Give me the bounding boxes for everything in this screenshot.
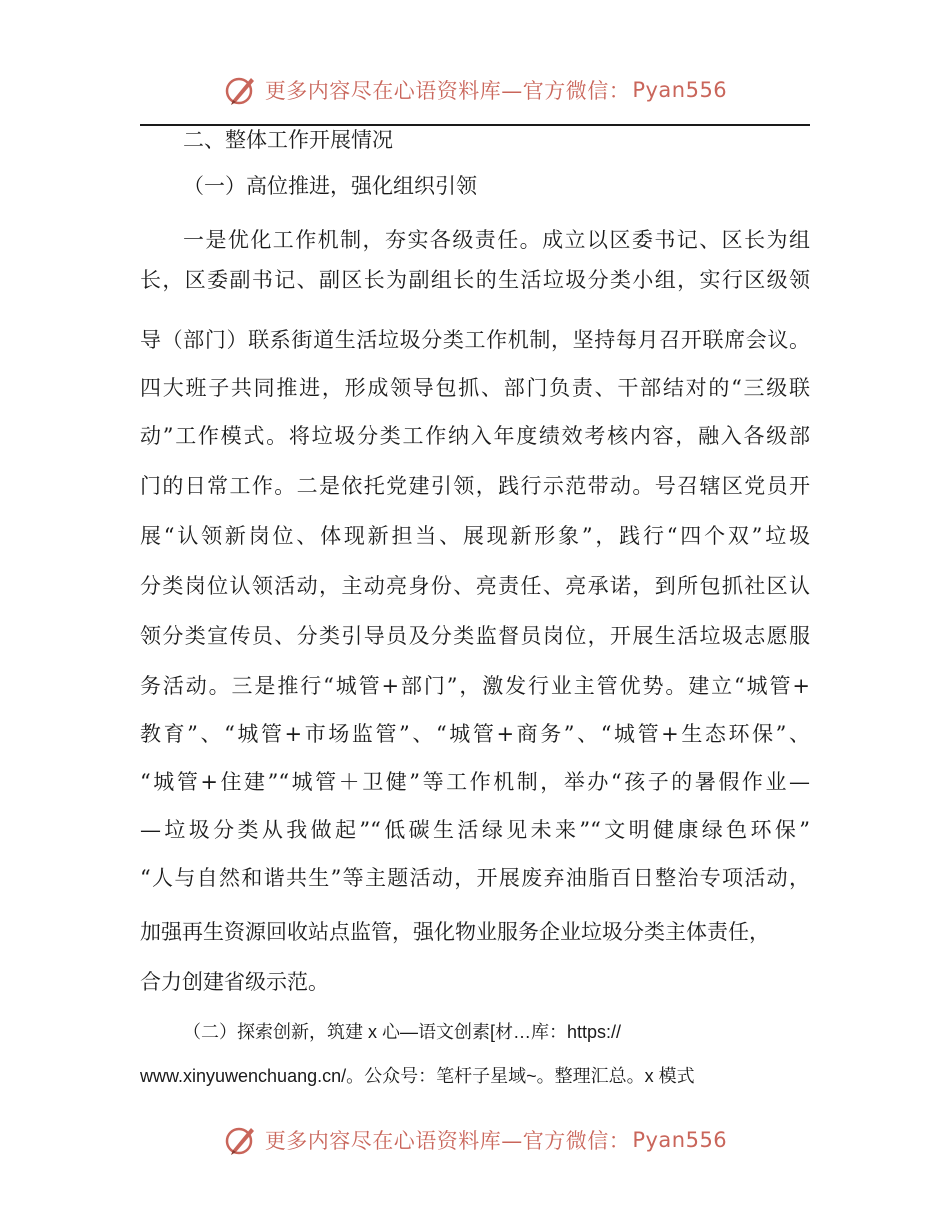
- body-line: “城管+住建”“城管＋卫健”等工作机制，举办“孩子的暑假作业—: [140, 770, 810, 794]
- body-line: 一是优化工作机制，夯实各级责任。成立以区委书记、区长为组: [183, 228, 810, 252]
- body-line: 教育”、“城管+市场监管”、“城管+商务”、“城管+生态环保”、: [140, 722, 810, 746]
- watermark-text: 更多内容尽在心语资料库—官方微信：: [264, 79, 631, 103]
- body-line: “人与自然和谐共生”等主题活动，开展废弃油脂百日整治专项活动，: [140, 866, 810, 890]
- body-line: 四大班子共同推进，形成领导包抓、部门负责、干部结对的“三级联: [140, 376, 810, 400]
- pen-quill-logo-icon: [223, 72, 259, 108]
- body-line: 长，区委副书记、副区长为副组长的生活垃圾分类小组，实行区级领: [140, 268, 810, 292]
- body-line: 分类岗位认领活动，主动亮身份、亮责任、亮承诺，到所包抓社区认: [140, 574, 810, 598]
- footer-watermark-banner: [0, 1118, 950, 1162]
- header-watermark-banner: [0, 68, 950, 112]
- body-line: 领分类宣传员、分类引导员及分类监督员岗位，开展生活垃圾志愿服: [140, 624, 810, 648]
- section-heading: 二、整体工作开展情况: [183, 128, 393, 152]
- body-line: 加强再生资源回收站点监管，强化物业服务企业垃圾分类主体责任，: [140, 920, 770, 944]
- watermark-text: 更多内容尽在心语资料库—官方微信：: [264, 1129, 631, 1153]
- sub-heading-1: （一）高位推进，强化组织引领: [183, 174, 477, 198]
- body-line: 务活动。三是推行“城管+部门”，激发行业主管优势。建立“城管+: [140, 674, 810, 698]
- pen-quill-logo-icon: [223, 1122, 259, 1158]
- watermark-wechat-handle: Pyan556: [632, 78, 728, 102]
- body-line: 导（部门）联系街道生活垃圾分类工作机制，坚持每月召开联席会议。: [140, 328, 810, 352]
- sub-heading-2: （二）探索创新，筑建 x 心—语文创素[材…库：https://: [183, 1022, 622, 1042]
- sub-heading-2-continuation: www.xinyuwenchuang.cn/。公众号：笔杆子星域~。整理汇总。x 模式: [140, 1066, 695, 1086]
- body-line: —垃圾分类从我做起”“低碳生活绿见未来”“文明健康绿色环保”: [140, 818, 810, 842]
- body-line: 展“认领新岗位、体现新担当、展现新形象”，践行“四个双”垃圾: [140, 524, 810, 548]
- watermark-wechat-handle: Pyan556: [632, 1128, 728, 1152]
- body-line: 合力创建省级示范。: [140, 970, 329, 994]
- body-line: 动”工作模式。将垃圾分类工作纳入年度绩效考核内容，融入各级部: [140, 424, 810, 448]
- body-line: 门的日常工作。二是依托党建引领，践行示范带动。号召辖区党员开: [140, 474, 810, 498]
